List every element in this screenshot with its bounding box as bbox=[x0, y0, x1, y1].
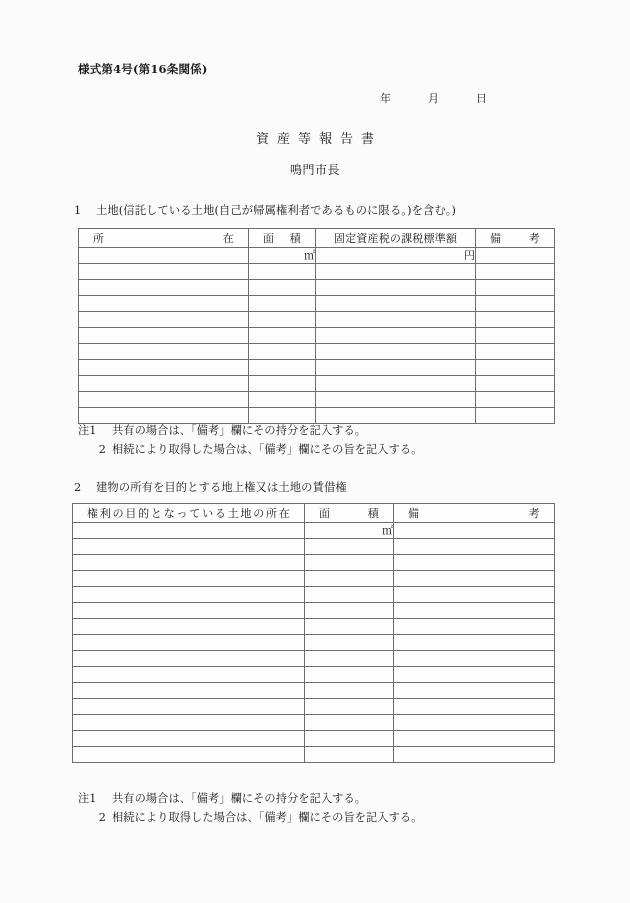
cell-remarks[interactable] bbox=[476, 296, 555, 312]
cell-remarks[interactable] bbox=[476, 392, 555, 408]
cell-area[interactable] bbox=[305, 747, 394, 763]
note-item bbox=[78, 440, 422, 459]
table-header-row bbox=[79, 229, 555, 248]
lease-rights-table bbox=[72, 503, 555, 763]
column-header-right-land-location bbox=[73, 504, 305, 523]
cell-area[interactable] bbox=[249, 360, 316, 376]
column-header-remarks-label: 備考 bbox=[408, 507, 540, 520]
unit-row bbox=[79, 248, 555, 264]
cell-area[interactable] bbox=[305, 635, 394, 651]
cell-remarks[interactable] bbox=[394, 555, 555, 571]
note-text: 共有の場合は、「備考」欄にその持分を記入する。 bbox=[112, 792, 367, 805]
cell-remarks[interactable] bbox=[476, 344, 555, 360]
section-2-notes bbox=[78, 789, 422, 828]
cell-remarks[interactable] bbox=[476, 312, 555, 328]
column-header-area bbox=[249, 229, 316, 248]
cell-right-land-location[interactable] bbox=[73, 619, 305, 635]
cell-tax-base[interactable] bbox=[316, 264, 476, 280]
table-row bbox=[73, 683, 555, 699]
date-month-label: 月 bbox=[428, 92, 439, 105]
cell-remarks[interactable] bbox=[476, 264, 555, 280]
cell-location[interactable] bbox=[79, 376, 249, 392]
note-label: 注1 bbox=[78, 792, 97, 805]
unit-cell-tax-base[interactable] bbox=[316, 248, 476, 264]
cell-area[interactable] bbox=[305, 603, 394, 619]
column-header-area-label: 面積 bbox=[319, 507, 379, 520]
cell-remarks[interactable] bbox=[394, 619, 555, 635]
unit-cell-area[interactable] bbox=[305, 523, 394, 539]
table-row bbox=[73, 667, 555, 683]
cell-right-land-location[interactable] bbox=[73, 651, 305, 667]
section-2-number: 2 bbox=[74, 481, 82, 494]
cell-area[interactable] bbox=[305, 699, 394, 715]
cell-area[interactable] bbox=[249, 392, 316, 408]
unit-cell-area[interactable] bbox=[249, 248, 316, 264]
cell-right-land-location[interactable] bbox=[73, 683, 305, 699]
cell-location[interactable] bbox=[79, 296, 249, 312]
table-row bbox=[79, 392, 555, 408]
cell-remarks[interactable] bbox=[394, 603, 555, 619]
addressee: 鳴門市長 bbox=[289, 163, 340, 177]
table-row bbox=[73, 603, 555, 619]
cell-remarks[interactable] bbox=[476, 328, 555, 344]
table-row bbox=[73, 571, 555, 587]
section-1-number: 1 bbox=[74, 204, 82, 217]
table-row bbox=[79, 328, 555, 344]
cell-area[interactable] bbox=[249, 264, 316, 280]
cell-right-land-location[interactable] bbox=[73, 603, 305, 619]
table-row bbox=[79, 360, 555, 376]
cell-right-land-location[interactable] bbox=[73, 539, 305, 555]
cell-remarks[interactable] bbox=[394, 539, 555, 555]
note-item bbox=[78, 421, 422, 440]
cell-tax-base[interactable] bbox=[316, 328, 476, 344]
table-row bbox=[73, 715, 555, 731]
note-item bbox=[78, 808, 422, 827]
cell-location[interactable] bbox=[79, 344, 249, 360]
cell-area[interactable] bbox=[305, 683, 394, 699]
cell-location[interactable] bbox=[79, 328, 249, 344]
cell-right-land-location[interactable] bbox=[73, 747, 305, 763]
cell-area[interactable] bbox=[305, 539, 394, 555]
cell-right-land-location[interactable] bbox=[73, 715, 305, 731]
table-row bbox=[79, 280, 555, 296]
table-row bbox=[73, 635, 555, 651]
cell-right-land-location[interactable] bbox=[73, 571, 305, 587]
section-1-notes bbox=[78, 421, 422, 460]
column-header-location-label: 所在 bbox=[93, 232, 234, 245]
note-label: 2 bbox=[98, 811, 106, 825]
cell-area[interactable] bbox=[305, 619, 394, 635]
column-header-remarks bbox=[476, 229, 555, 248]
table-row bbox=[79, 312, 555, 328]
table-row bbox=[79, 264, 555, 280]
unit-row bbox=[73, 523, 555, 539]
table-row bbox=[73, 699, 555, 715]
column-header-area-label: 面積 bbox=[263, 232, 301, 245]
unit-cell-remarks[interactable] bbox=[476, 248, 555, 264]
table-row bbox=[73, 587, 555, 603]
cell-tax-base[interactable] bbox=[316, 376, 476, 392]
cell-remarks[interactable] bbox=[394, 635, 555, 651]
column-header-area bbox=[305, 504, 394, 523]
cell-area[interactable] bbox=[305, 667, 394, 683]
table-row bbox=[79, 376, 555, 392]
cell-area[interactable] bbox=[305, 571, 394, 587]
table-row bbox=[73, 747, 555, 763]
cell-area[interactable] bbox=[249, 328, 316, 344]
cell-remarks[interactable] bbox=[394, 587, 555, 603]
note-label: 2 bbox=[98, 443, 106, 457]
cell-right-land-location[interactable] bbox=[73, 667, 305, 683]
note-text: 共有の場合は、「備考」欄にその持分を記入する。 bbox=[112, 424, 367, 437]
cell-tax-base[interactable] bbox=[316, 296, 476, 312]
cell-tax-base[interactable] bbox=[316, 312, 476, 328]
cell-remarks[interactable] bbox=[394, 651, 555, 667]
section-2-heading bbox=[74, 479, 347, 495]
form-number: 様式第4号(第16条関係) bbox=[78, 62, 208, 76]
cell-area[interactable] bbox=[305, 651, 394, 667]
cell-right-land-location[interactable] bbox=[73, 635, 305, 651]
cell-tax-base[interactable] bbox=[316, 392, 476, 408]
cell-remarks[interactable] bbox=[394, 699, 555, 715]
unit-cell-location[interactable] bbox=[79, 248, 249, 264]
cell-right-land-location[interactable] bbox=[73, 699, 305, 715]
cell-remarks[interactable] bbox=[476, 360, 555, 376]
section-1-heading bbox=[74, 202, 456, 218]
date-year-label: 年 bbox=[380, 92, 391, 105]
cell-remarks[interactable] bbox=[394, 747, 555, 763]
cell-remarks[interactable] bbox=[394, 667, 555, 683]
table-header-row bbox=[73, 504, 555, 523]
column-header-tax-base-label: 固定資産税の課税標準額 bbox=[333, 232, 458, 245]
cell-area[interactable] bbox=[249, 280, 316, 296]
cell-right-land-location[interactable] bbox=[73, 587, 305, 603]
cell-area[interactable] bbox=[249, 312, 316, 328]
cell-location[interactable] bbox=[79, 264, 249, 280]
cell-right-land-location[interactable] bbox=[73, 731, 305, 747]
column-header-right-land-location-label: 権利の目的となっている土地の所在 bbox=[87, 507, 290, 520]
column-header-tax-base bbox=[316, 229, 476, 248]
cell-remarks[interactable] bbox=[394, 715, 555, 731]
cell-area[interactable] bbox=[305, 715, 394, 731]
unit-area-label: ㎡ bbox=[382, 524, 393, 537]
column-header-remarks-label: 備考 bbox=[490, 232, 540, 245]
date-day-label: 日 bbox=[476, 92, 487, 105]
column-header-location bbox=[79, 229, 249, 248]
cell-area[interactable] bbox=[249, 376, 316, 392]
cell-tax-base[interactable] bbox=[316, 344, 476, 360]
date-line bbox=[380, 90, 570, 106]
section-2-label: 建物の所有を目的とする地上権又は土地の賃借権 bbox=[96, 481, 347, 494]
cell-location[interactable] bbox=[79, 280, 249, 296]
page-title: 資産等報告書 bbox=[255, 132, 382, 147]
section-1-label: 土地(信託している土地(自己が帰属権利者であるものに限る。)を含む。) bbox=[96, 204, 457, 217]
cell-area[interactable] bbox=[305, 731, 394, 747]
cell-location[interactable] bbox=[79, 360, 249, 376]
unit-area-label: ㎡ bbox=[304, 249, 315, 262]
table-row bbox=[79, 344, 555, 360]
cell-remarks[interactable] bbox=[476, 376, 555, 392]
cell-area[interactable] bbox=[305, 555, 394, 571]
cell-remarks[interactable] bbox=[394, 571, 555, 587]
cell-area[interactable] bbox=[249, 344, 316, 360]
note-label: 注1 bbox=[78, 424, 97, 437]
land-table bbox=[78, 228, 555, 424]
cell-location[interactable] bbox=[79, 312, 249, 328]
table-row bbox=[73, 619, 555, 635]
cell-remarks[interactable] bbox=[394, 731, 555, 747]
table-row bbox=[73, 651, 555, 667]
note-item bbox=[78, 789, 422, 808]
cell-area[interactable] bbox=[305, 587, 394, 603]
table-row bbox=[73, 731, 555, 747]
cell-tax-base[interactable] bbox=[316, 360, 476, 376]
cell-area[interactable] bbox=[249, 296, 316, 312]
unit-cell-right-land-location[interactable] bbox=[73, 523, 305, 539]
cell-remarks[interactable] bbox=[476, 408, 555, 424]
table-row bbox=[73, 555, 555, 571]
unit-cell-remarks[interactable] bbox=[394, 523, 555, 539]
table-row bbox=[79, 296, 555, 312]
cell-remarks[interactable] bbox=[394, 683, 555, 699]
cell-remarks[interactable] bbox=[476, 280, 555, 296]
note-text: 相続により取得した場合は、「備考」欄にその旨を記入する。 bbox=[112, 811, 423, 825]
note-text: 相続により取得した場合は、「備考」欄にその旨を記入する。 bbox=[112, 443, 423, 457]
cell-right-land-location[interactable] bbox=[73, 555, 305, 571]
cell-tax-base[interactable] bbox=[316, 280, 476, 296]
cell-location[interactable] bbox=[79, 392, 249, 408]
table-row bbox=[73, 539, 555, 555]
column-header-remarks bbox=[394, 504, 555, 523]
unit-tax-base-label: 円 bbox=[464, 249, 475, 262]
